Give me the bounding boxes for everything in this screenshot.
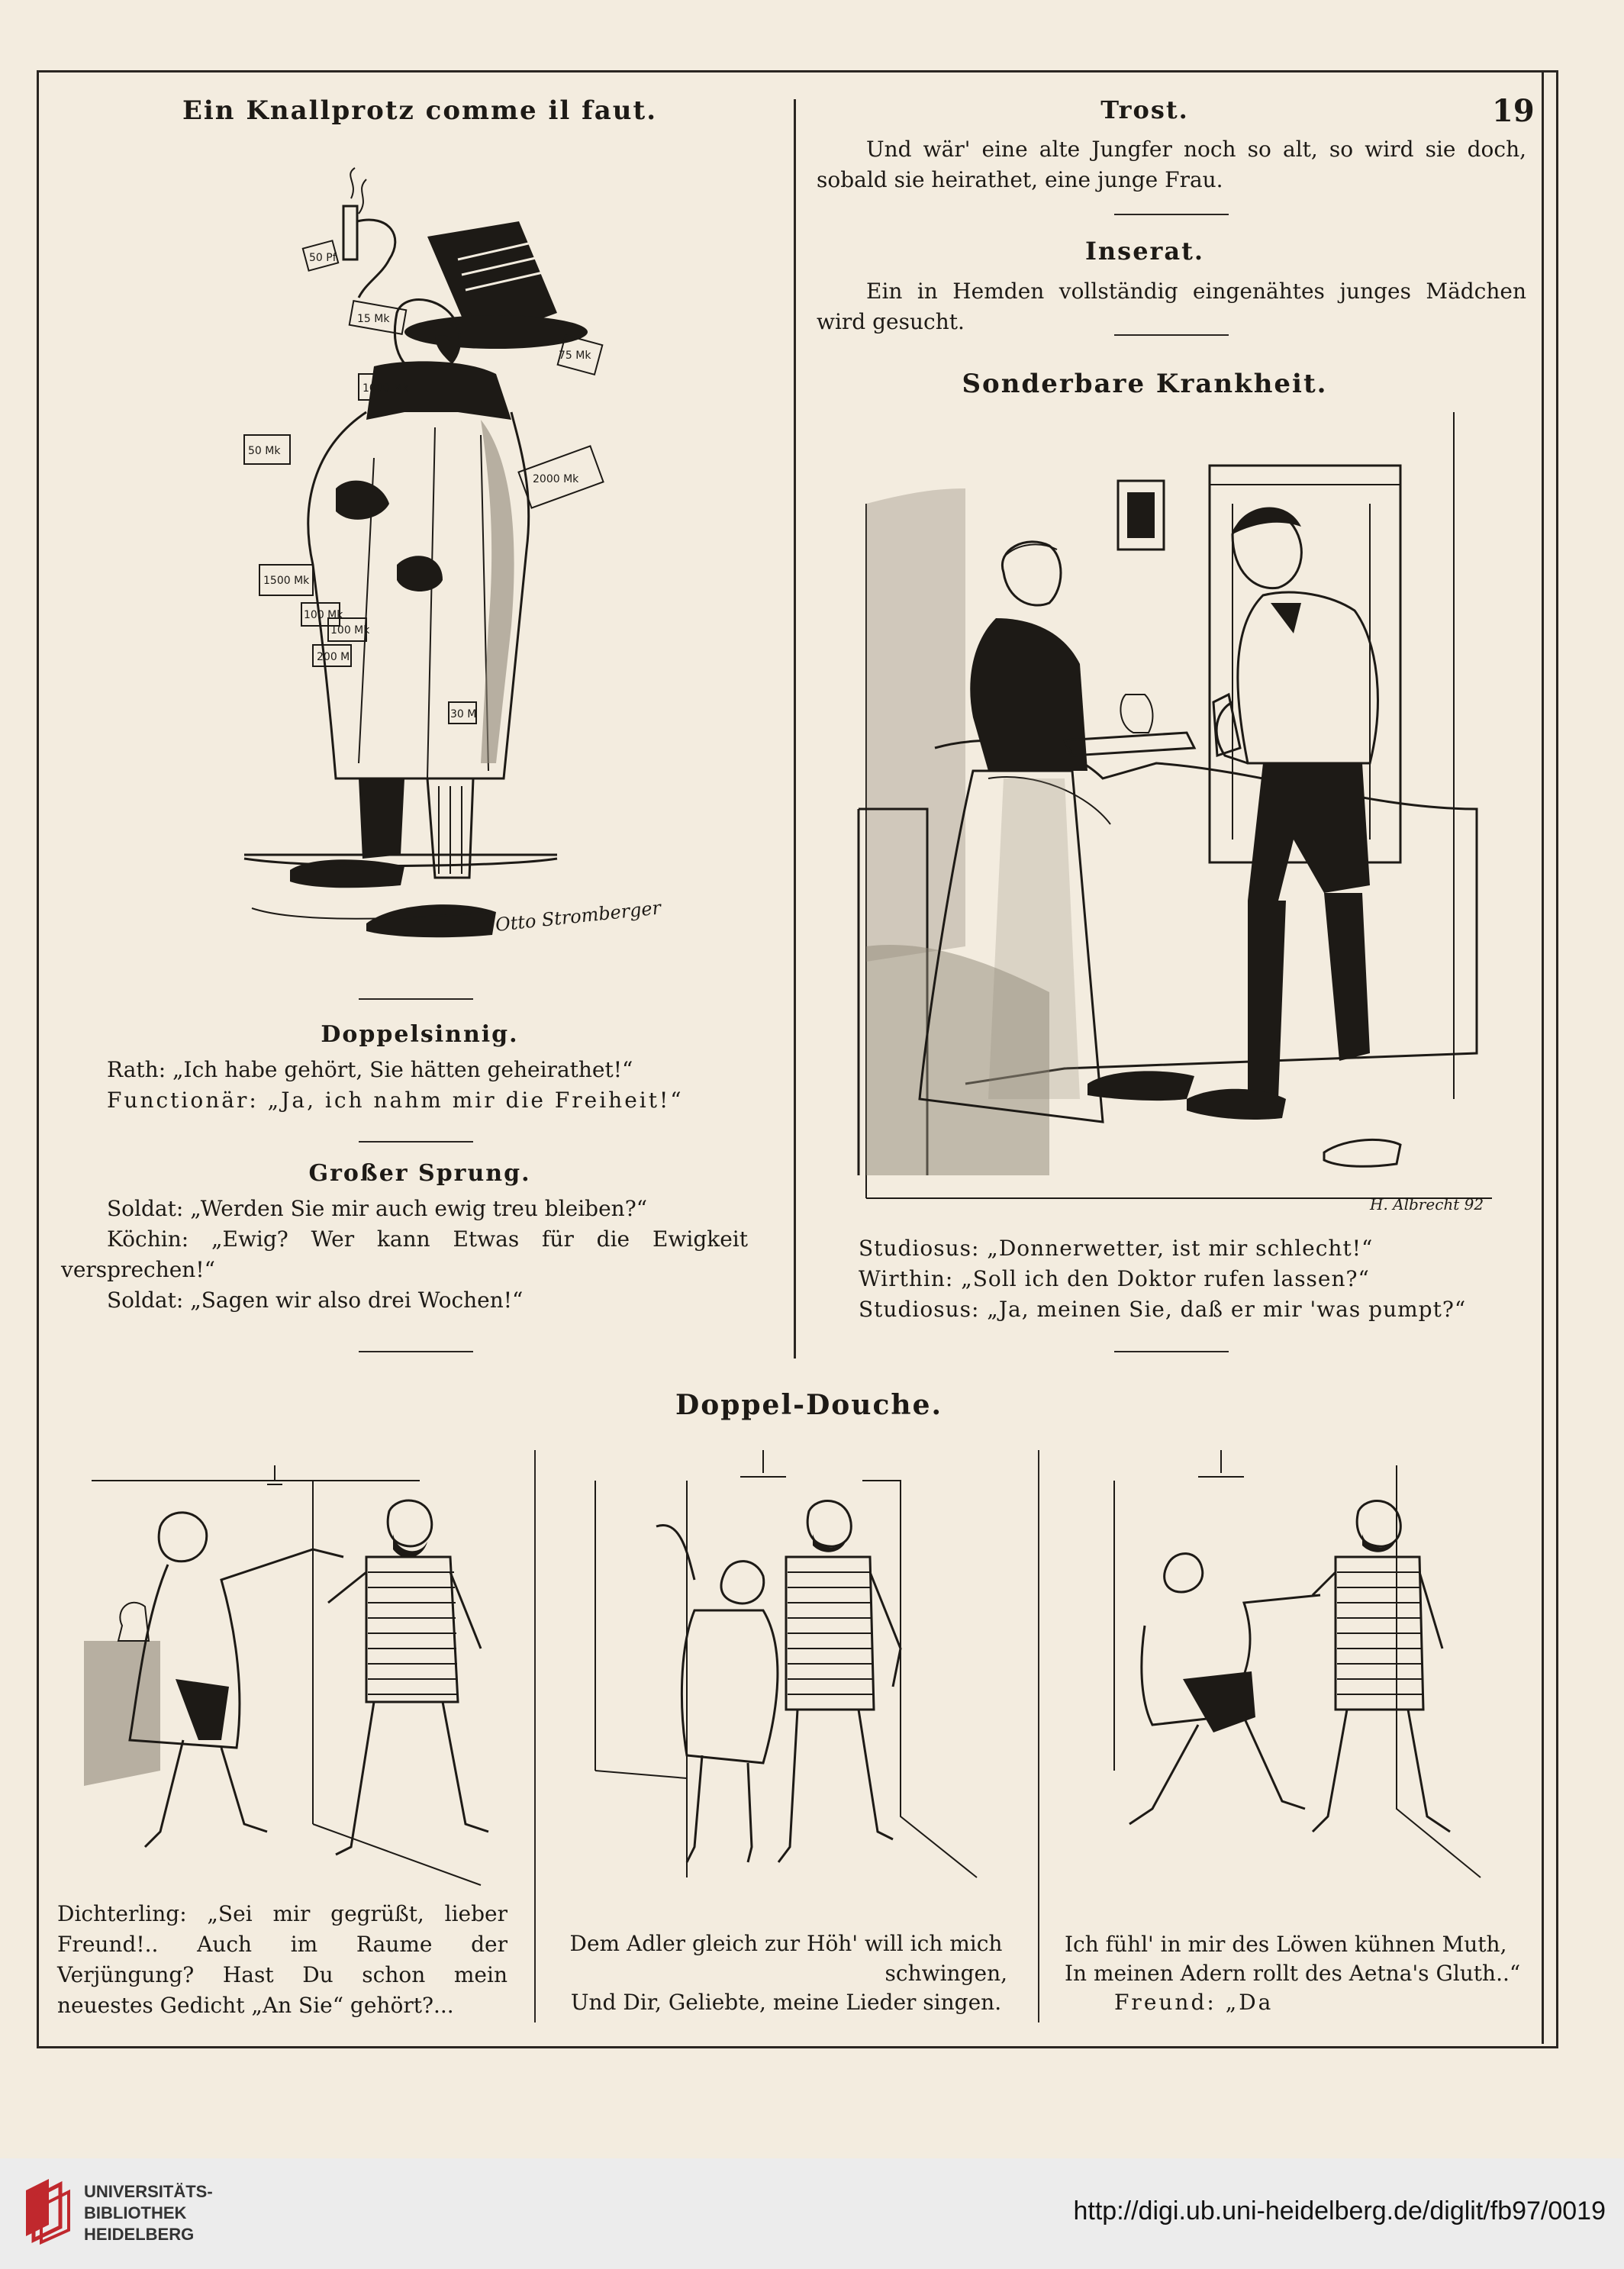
- grosser-sprung-line-1: Soldat: „Werden Sie mir auch ewig treu bleiben?“: [107, 1196, 648, 1221]
- svg-text:50 Pf: 50 Pf: [309, 252, 337, 264]
- krankheit-line-1: Studiosus: „Donnerwetter, ist mir schlecht!“: [859, 1236, 1374, 1261]
- douche-panel-3-caption-line-1: Ich fühl' in mir des Löwen kühnen Muth,: [1065, 1932, 1507, 1957]
- grosser-sprung-line-3: Soldat: „Sagen wir also drei Wochen!“: [107, 1288, 524, 1313]
- panel-divider: [534, 1450, 536, 2022]
- logo-line-3: HEIDELBERG: [84, 2225, 195, 2244]
- grosser-sprung-title: Großer Sprung.: [308, 1160, 531, 1187]
- footer-bar: [0, 2158, 1624, 2269]
- krankheit-line-2: Wirthin: „Soll ich den Doktor rufen lassen?“: [859, 1266, 1370, 1291]
- trost-title: Trost.: [1100, 95, 1189, 124]
- svg-text:75 Mk: 75 Mk: [559, 350, 591, 362]
- trost-text: Und wär' eine alte Jungfer noch so alt, so wird sie doch, sobald sie heirathet, eine junge Frau.: [817, 137, 1526, 192]
- svg-text:100 Mk: 100 Mk: [330, 624, 370, 637]
- douche-panel-3-caption-line-3: Freund: „Da: [1114, 1990, 1274, 2015]
- svg-text:30 M: 30 M: [450, 708, 477, 720]
- right-border-inner: [1542, 70, 1544, 2044]
- panel-divider: [1038, 1450, 1039, 2022]
- douche-panel-2-caption-line-1: Dem Adler gleich zur Höh' will ich mich: [569, 1931, 1003, 1956]
- grosser-sprung-line-2: Köchin: „Ewig? Wer kann Etwas für die Ewigkeit versprechen!“: [61, 1226, 748, 1282]
- inserat-title: Inserat.: [1084, 237, 1205, 266]
- university-library-name: [84, 2181, 213, 2245]
- douche-panel-3-caption-line-2: In meinen Adern rollt des Aetna's Gluth..“: [1065, 1961, 1521, 1986]
- doppel-douche-title: Doppel-Douche.: [675, 1389, 943, 1421]
- svg-text:15 Mk: 15 Mk: [357, 313, 390, 325]
- svg-text:50 Mk: 50 Mk: [248, 445, 281, 457]
- douche-panel-2-illustration: [595, 1450, 1015, 1893]
- logo-line-1: UNIVERSITÄTS-: [84, 2182, 213, 2201]
- svg-text:100 Mk: 100 Mk: [304, 609, 343, 621]
- inserat-text: Ein in Hemden vollständig eingenähtes junges Mädchen wird gesucht.: [817, 279, 1526, 334]
- logo-line-2: BIBLIOTHEK: [84, 2203, 187, 2222]
- permalink-url[interactable]: http://digi.ub.uni-heidelberg.de/diglit/fb97/0019: [1073, 2196, 1606, 2225]
- svg-text:2000 Mk: 2000 Mk: [533, 473, 579, 485]
- doppelsinnig-title: Doppelsinnig.: [321, 1021, 519, 1048]
- svg-text:200 M: 200 M: [317, 651, 350, 663]
- svg-text:H. Albrecht 92: H. Albrecht 92: [1370, 1195, 1484, 1213]
- sonderbare-krankheit-title: Sonderbare Krankheit.: [962, 369, 1328, 399]
- svg-text:1500 Mk: 1500 Mk: [263, 575, 310, 587]
- divider: [1114, 334, 1229, 336]
- douche-panel-2-caption-line-3: Und Dir, Geliebte, meine Lieder singen.: [570, 1990, 1002, 2015]
- knallprotz-illustration: [206, 168, 662, 969]
- divider: [1114, 214, 1229, 215]
- douche-panel-3-illustration: [1068, 1450, 1526, 1893]
- douche-panel-1-illustration: [84, 1465, 527, 1893]
- douche-panel-1-caption: Dichterling: „Sei mir gegrüßt, lieber Freund!.. Auch im Raume der Verjüngung? Hast Du schon mein neuestes Gedicht „An Sie“ gehört?...: [57, 1901, 508, 2018]
- divider: [1114, 1351, 1229, 1352]
- krankheit-line-3: Studiosus: „Ja, meinen Sie, daß er mir 'was pumpt?“: [859, 1297, 1467, 1322]
- douche-panel-2-caption-line-2: schwingen,: [884, 1961, 1007, 1986]
- doppelsinnig-line-2: Functionär: „Ja, ich nahm mir die Freiheit!“: [107, 1088, 684, 1113]
- divider: [359, 1351, 473, 1352]
- artist-signature: Otto Stromberger: [494, 897, 662, 936]
- column-divider: [794, 99, 796, 1358]
- university-library-logo-icon[interactable]: [18, 2175, 73, 2244]
- knallprotz-title: Ein Knallprotz comme il faut.: [182, 95, 658, 126]
- doppelsinnig-line-1: Rath: „Ich habe gehört, Sie hätten geheirathet!“: [107, 1057, 633, 1082]
- sonderbare-krankheit-illustration: [836, 412, 1500, 1221]
- divider: [359, 1141, 473, 1143]
- page-number: 19: [1492, 93, 1535, 129]
- svg-text:1000 Mk: 1000 Mk: [362, 382, 409, 395]
- divider: [359, 998, 473, 1000]
